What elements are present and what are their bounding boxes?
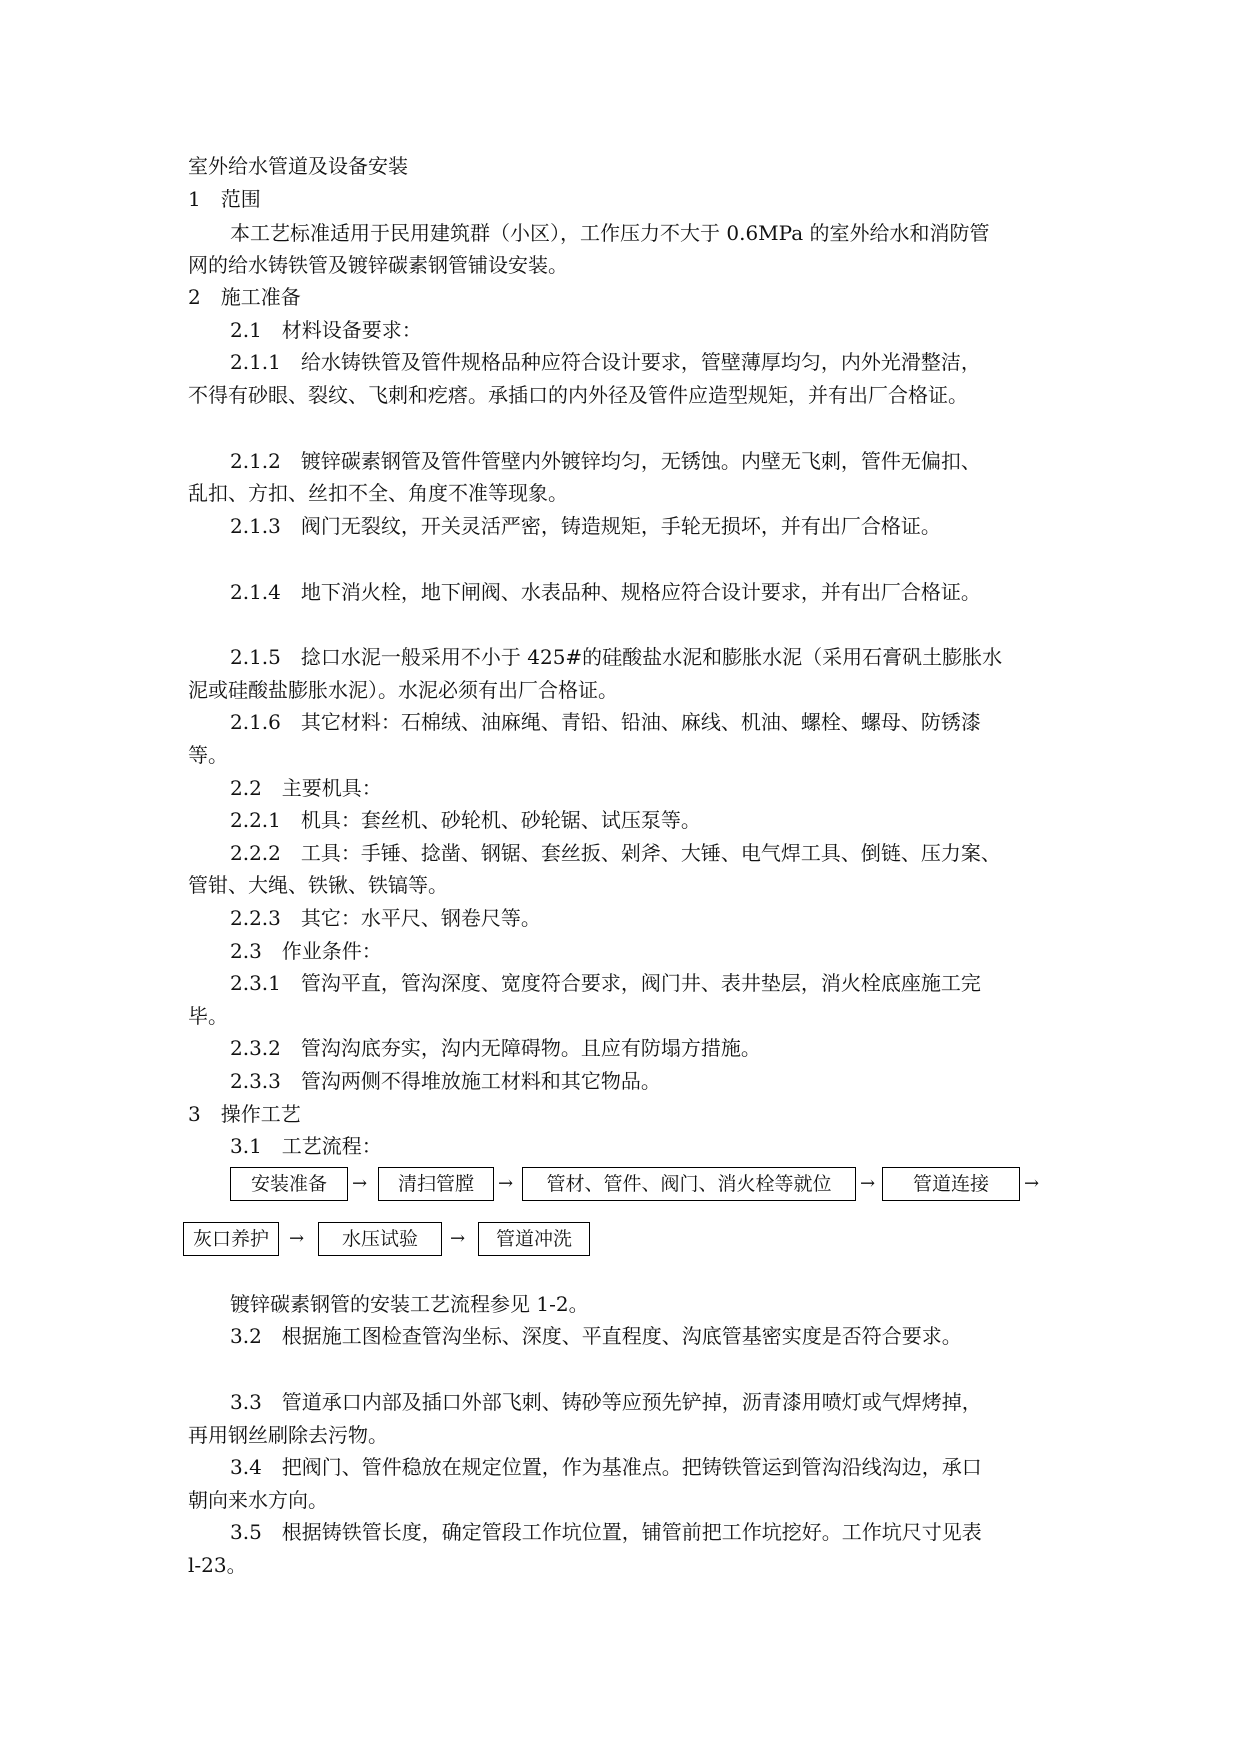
paragraph-line: 3.5 根据铸铁管长度，确定管段工作坑位置，铺管前把工作坑挖好。工作坑尺寸见表	[230, 1520, 982, 1544]
subsection-heading: 2.2 主要机具：	[230, 776, 382, 800]
paragraph-line: 网的给水铸铁管及镀锌碳素钢管铺设安装。	[188, 253, 568, 277]
paragraph-line: 2.2.1 机具：套丝机、砂轮机、砂轮锯、试压泵等。	[230, 808, 701, 832]
flow-step-pressure-test: 水压试验	[318, 1222, 442, 1256]
paragraph-line: 3.3 管道承口内部及插口外部飞刺、铸砂等应预先铲掉，沥青漆用喷灯或气焊烤掉，	[230, 1390, 982, 1414]
section-heading: 3 操作工艺	[188, 1102, 301, 1126]
paragraph-line: 2.1.3 阀门无裂纹，开关灵活严密，铸造规矩，手轮无损坏，并有出厂合格证。	[230, 514, 941, 538]
paragraph-line: 2.1.5 捻口水泥一般采用不小于 425#的硅酸盐水泥和膨胀水泥（采用石膏矾土膨胀水	[230, 645, 1003, 669]
flow-step-clean: 清扫管膛	[378, 1167, 494, 1201]
paragraph-line: 2.1.1 给水铸铁管及管件规格品种应符合设计要求，管壁薄厚均匀，内外光滑整洁，	[230, 350, 981, 374]
paragraph-line: 管钳、大绳、铁锹、铁镐等。	[188, 873, 448, 897]
paragraph-line: 2.1.4 地下消火栓，地下闸阀、水表品种、规格应符合设计要求，并有出厂合格证。	[230, 580, 981, 604]
flow-arrow-icon: →	[450, 1228, 466, 1249]
paragraph-line: 2.2.3 其它：水平尺、钢卷尺等。	[230, 906, 541, 930]
section-heading: 1 范围	[188, 187, 261, 211]
paragraph-line: 本工艺标准适用于民用建筑群（小区），工作压力不大于 0.6MPa 的室外给水和消防管	[230, 221, 990, 245]
paragraph-line: 不得有砂眼、裂纹、飞刺和疙瘩。承插口的内外径及管件应造型规矩，并有出厂合格证。	[188, 383, 968, 407]
paragraph-line: l-23。	[188, 1553, 247, 1577]
flow-step-flush: 管道冲洗	[478, 1222, 590, 1256]
flow-step-prepare: 安装准备	[230, 1167, 348, 1201]
doc-title: 室外给水管道及设备安装	[188, 154, 408, 178]
paragraph-line: 2.3.3 管沟两侧不得堆放施工材料和其它物品。	[230, 1069, 661, 1093]
flow-arrow-icon: →	[289, 1228, 305, 1249]
paragraph-line: 朝向来水方向。	[188, 1488, 328, 1512]
flow-arrow-icon: →	[860, 1173, 876, 1194]
paragraph-line: 镀锌碳素钢管的安装工艺流程参见 1-2。	[230, 1292, 589, 1316]
paragraph-line: 等。	[188, 743, 228, 767]
paragraph-line: 2.3.1 管沟平直，管沟深度、宽度符合要求，阀门井、表井垫层，消火栓底座施工完	[230, 971, 981, 995]
subsection-heading: 2.1 材料设备要求：	[230, 318, 422, 342]
paragraph-line: 2.1.2 镀锌碳素钢管及管件管壁内外镀锌均匀，无锈蚀。内壁无飞刺，管件无偏扣、	[230, 449, 981, 473]
paragraph-line: 3.4 把阀门、管件稳放在规定位置，作为基准点。把铸铁管运到管沟沿线沟边，承口	[230, 1455, 982, 1479]
subsection-heading: 2.3 作业条件：	[230, 939, 382, 963]
paragraph-line: 乱扣、方扣、丝扣不全、角度不准等现象。	[188, 481, 568, 505]
paragraph-line: 3.2 根据施工图检查管沟坐标、深度、平直程度、沟底管基密实度是否符合要求。	[230, 1324, 962, 1348]
section-heading: 2 施工准备	[188, 285, 301, 309]
paragraph-line: 2.3.2 管沟沟底夯实，沟内无障碍物。且应有防塌方措施。	[230, 1036, 761, 1060]
paragraph-line: 2.2.2 工具：手锤、捻凿、钢锯、套丝扳、剁斧、大锤、电气焊工具、倒链、压力案、	[230, 841, 1001, 865]
paragraph-line: 2.1.6 其它材料：石棉绒、油麻绳、青铅、铅油、麻线、机油、螺栓、螺母、防锈漆	[230, 710, 981, 734]
paragraph-line: 泥或硅酸盐膨胀水泥）。水泥必须有出厂合格证。	[188, 678, 618, 702]
flow-step-connect: 管道连接	[882, 1167, 1020, 1201]
flow-step-position: 管材、管件、阀门、消火栓等就位	[522, 1167, 856, 1201]
paragraph-line: 再用钢丝刷除去污物。	[188, 1423, 388, 1447]
flow-arrow-icon: →	[352, 1173, 368, 1194]
flow-step-cure: 灰口养护	[183, 1222, 279, 1256]
flow-arrow-icon: →	[1024, 1173, 1040, 1194]
flow-arrow-icon: →	[498, 1173, 514, 1194]
paragraph-line: 毕。	[188, 1004, 228, 1028]
subsection-heading: 3.1 工艺流程：	[230, 1134, 382, 1158]
